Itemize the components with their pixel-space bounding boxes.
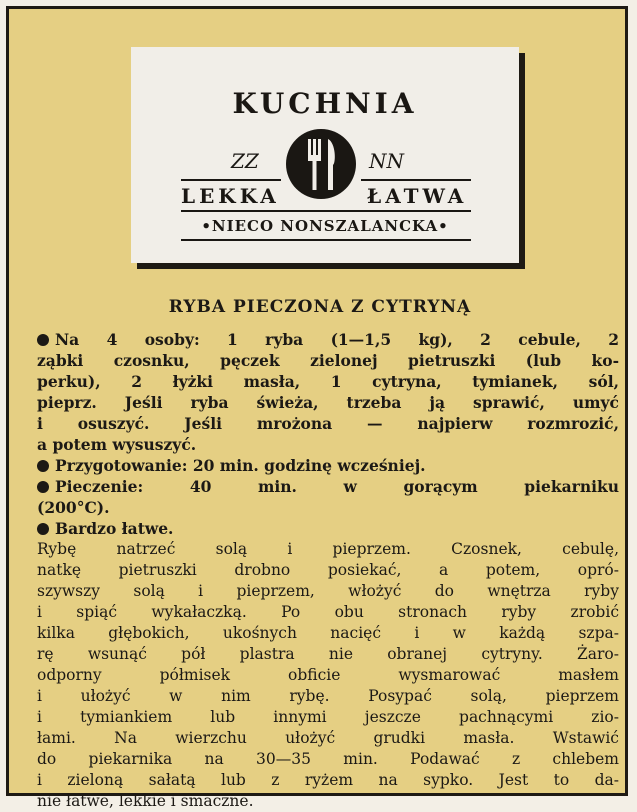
bullet-icon	[37, 460, 49, 472]
instruction-line: odporny półmisek obficie wysmarować masłem	[37, 666, 619, 684]
baking-time-line: (200°C).	[37, 498, 110, 517]
bullet-icon	[37, 481, 49, 493]
instruction-line: do piekarnika na 30—35 min. Podawać z chlebem	[37, 750, 619, 768]
instruction-line: Rybę natrzeć solą i pieprzem. Czosnek, cebulę,	[37, 540, 619, 558]
ingredients-line: ząbki czosnku, pęczek zielonej pietruszki (lub ko-	[37, 351, 619, 370]
instruction-line: nie łatwe, lekkie i smaczne.	[37, 792, 254, 810]
instruction-line: i spiąć wykałaczką. Po obu stronach ryby zrobić	[37, 603, 619, 621]
prep-time-line: Przygotowanie: 20 min. godzinę wcześniej.	[37, 455, 619, 476]
ingredients-line: pieprz. Jeśli ryba świeża, trzeba ją sprawić, umyć	[37, 393, 619, 412]
instruction-line: i zieloną sałatą lub z ryżem na sypko. Jest to da-	[37, 771, 619, 789]
ingredients-line: Na 4 osoby: 1 ryba (1—1,5 kg), 2 cebule, 2	[37, 329, 619, 350]
instruction-line: i ułożyć w nim rybę. Posypać solą, pieprzem	[37, 687, 619, 705]
instruction-line: szywszy solą i pieprzem, włożyć do wnętrza ryby	[37, 582, 619, 600]
instruction-line: i tymiankiem lub innymi jeszcze pachnącymi zio-	[37, 708, 619, 726]
logo-subtitle: •NIECO NONSZALANCKA•	[201, 217, 449, 235]
recipe-frame	[6, 6, 628, 810]
recipe-title: RYBA PIECZONA Z CYTRYNĄ	[168, 297, 472, 317]
logo-rule-mid	[181, 210, 471, 212]
bullet-icon	[37, 334, 49, 346]
bullet-icon	[37, 523, 49, 535]
logo-title: KUCHNIA	[232, 87, 418, 120]
ingredients-line: i osuszyć. Jeśli mrożona — najpierw rozmrozić,	[37, 414, 619, 433]
instruction-line: rę wsunąć pół plastra nie obranej cytryny. Żaro-	[37, 645, 619, 663]
instruction-line: natkę pietruszki drobno posiekać, a potem, opró-	[37, 561, 619, 579]
difficulty-line: Bardzo łatwe.	[37, 518, 619, 539]
recipe-text	[37, 329, 619, 812]
instruction-line: łami. Na wierzchu ułożyć grudki masła. Wstawić	[37, 729, 619, 747]
kuchnia-logo-box	[131, 47, 519, 263]
baking-time-line: Pieczenie: 40 min. w gorącym piekarniku	[37, 476, 619, 497]
logo-initials-right: NN	[369, 149, 404, 173]
logo-word-right: ŁATWA	[367, 184, 468, 208]
logo-word-left: LEKKA	[181, 184, 280, 208]
logo-rule-bottom	[181, 239, 471, 241]
logo-rule-left	[181, 179, 281, 181]
ingredients-line: perku), 2 łyżki masła, 1 cytryna, tymianek, sól,	[37, 372, 619, 391]
instruction-line: kilka głębokich, ukośnych nacięć i w każdą szpa-	[37, 624, 619, 642]
logo-initials-left: ZZ	[231, 149, 259, 173]
logo-rule-right	[361, 179, 471, 181]
fork-knife-icon	[286, 129, 356, 199]
ingredients-line: a potem wysuszyć.	[37, 435, 197, 454]
